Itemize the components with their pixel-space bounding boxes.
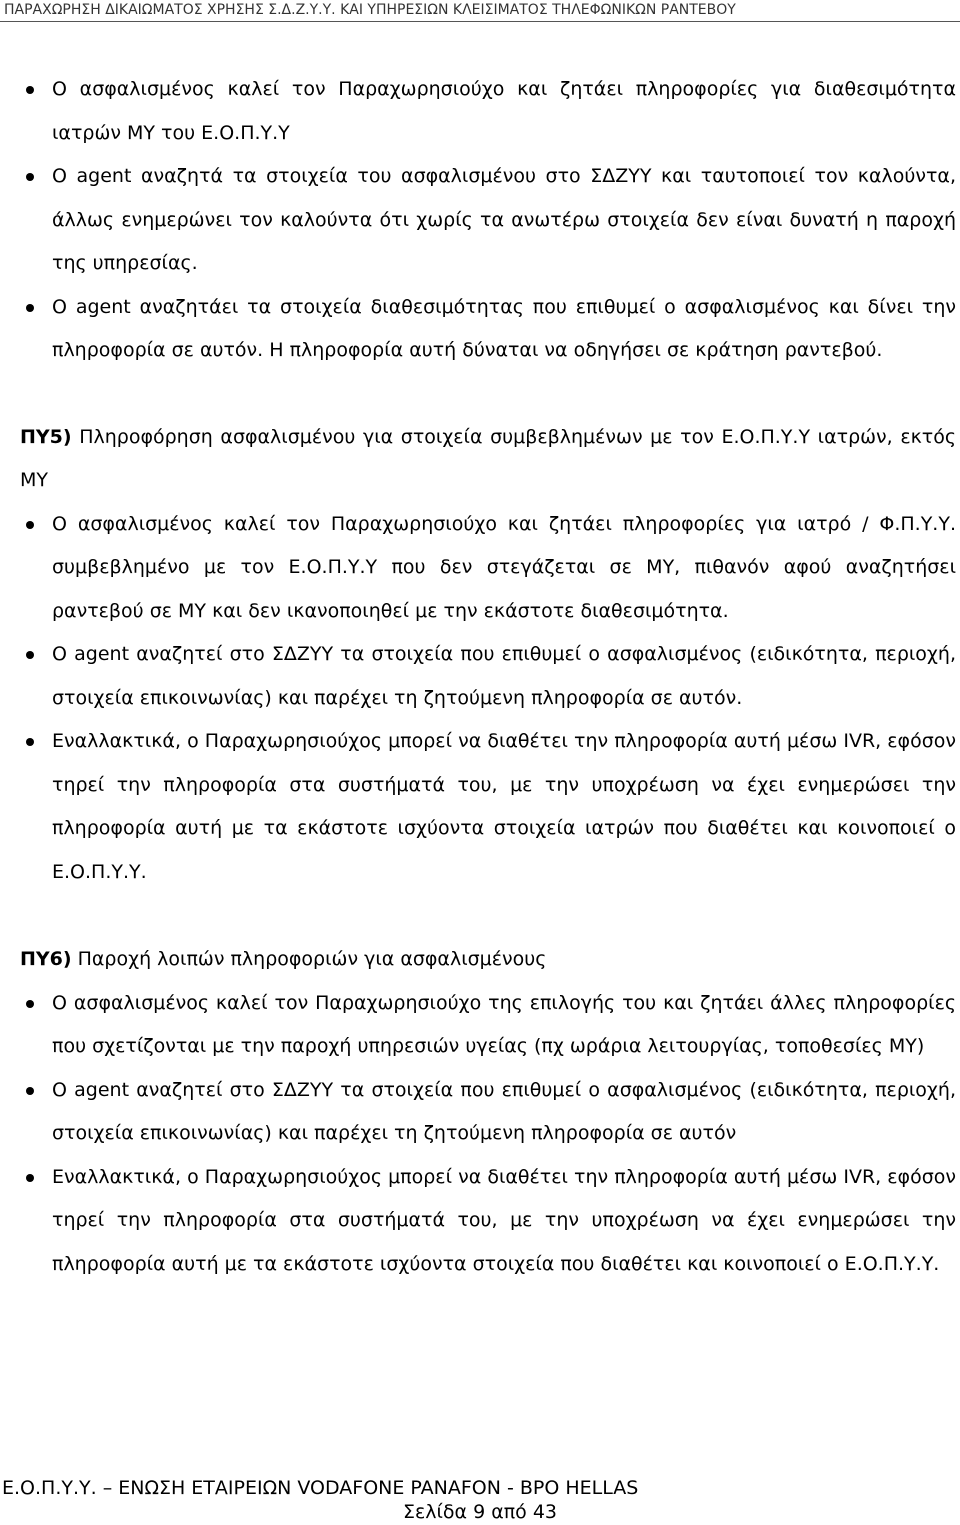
list-item: Εναλλακτικά, ο Παραχωρησιούχος μπορεί να διαθέτει την πληροφορία αυτή μέσω IVR, εφόσον τηρεί την πληροφορία στα συστήματά του, με την υποχρέωση να έχει ενημερώσει την πληροφορία αυτή με τα εκάστοτε ισχύοντα στοιχεία που διαθέτει και κοινοποιεί ο Ε.Ο.Π.Υ.Υ. [20, 1156, 956, 1287]
section-code: ΠΥ5) [20, 425, 72, 448]
section-heading-py5 [20, 416, 956, 503]
header-title: ΠΑΡΑΧΩΡΗΣΗ ΔΙΚΑΙΩΜΑΤΟΣ ΧΡΗΣΗΣ Σ.Δ.Ζ.Υ.Υ. ΚΑΙ ΥΠΗΡΕΣΙΩΝ ΚΛΕΙΣΙΜΑΤΟΣ ΤΗΛΕΦΩΝΙΚΩΝ ΡΑΝΤΕΒΟΥ [4, 2, 736, 18]
list-item: Ο agent αναζητάει τα στοιχεία διαθεσιμότητας που επιθυμεί ο ασφαλισμένος και δίνει την πληροφορία σε αυτόν. Η πληροφορία αυτή δύναται να οδηγήσει σε κράτηση ραντεβού. [20, 286, 956, 373]
section-title: Πληροφόρηση ασφαλισμένου για στοιχεία συμβεβλημένων με τον Ε.Ο.Π.Υ.Υ ιατρών, εκτός ΜΥ [20, 425, 956, 491]
spacer [20, 373, 956, 416]
list-item: Ο agent αναζητεί στο ΣΔΖΥΥ τα στοιχεία που επιθυμεί ο ασφαλισμένος (ειδικότητα, περιοχή, στοιχεία επικοινωνίας) και παρέχει τη ζητούμενη πληροφορία σε αυτόν [20, 1069, 956, 1156]
section-heading-py6 [20, 938, 956, 982]
list-item: Ο ασφαλισμένος καλεί τον Παραχωρησιούχο και ζητάει πληροφορίες για ιατρό / Φ.Π.Υ.Υ. συμβεβλημένο με τον Ε.Ο.Π.Υ.Υ που δεν στεγάζεται σε ΜΥ, πιθανόν αφού αναζητήσει ραντεβού σε ΜΥ και δεν ικανοποιηθεί με την εκάστοτε διαθεσιμότητα. [20, 503, 956, 634]
bullet-icon [26, 86, 34, 94]
section-code: ΠΥ6) [20, 948, 72, 970]
bullet-icon [26, 651, 34, 659]
spacer [20, 894, 956, 938]
bullet-icon [26, 304, 34, 312]
list-item: Ο agent αναζητά τα στοιχεία του ασφαλισμένου στο ΣΔΖΥΥ και ταυτοποιεί τον καλούντα, άλλως ενημερώνει τον καλούντα ότι χωρίς τα ανωτέρω στοιχεία δεν είναι δυνατή η παροχή της υπηρεσίας. [20, 155, 956, 286]
bullet-list-py6 [20, 982, 956, 1287]
section-title: Παροχή λοιπών πληροφοριών για ασφαλισμένους [71, 948, 547, 970]
list-item: Ο ασφαλισμένος καλεί τον Παραχωρησιούχο της επιλογής του και ζητάει άλλες πληροφορίες που σχετίζονται με την παροχή υπηρεσιών υγείας (πχ ωράρια λειτουργίας, τοποθεσίες ΜΥ) [20, 982, 956, 1069]
bullet-icon [26, 521, 34, 529]
page-number: Σελίδα 9 από 43 [402, 1501, 558, 1523]
bullet-icon [26, 1000, 34, 1008]
list-item: Ο agent αναζητεί στο ΣΔΖΥΥ τα στοιχεία που επιθυμεί ο ασφαλισμένος (ειδικότητα, περιοχή, στοιχεία επικοινωνίας) και παρέχει τη ζητούμενη πληροφορία σε αυτόν. [20, 633, 956, 720]
document-body [20, 68, 956, 1286]
bullet-list-availability [20, 68, 956, 373]
list-item: Ο ασφαλισμένος καλεί τον Παραχωρησιούχο και ζητάει πληροφορίες για διαθεσιμότητα ιατρών ΜΥ του Ε.Ο.Π.Υ.Υ [20, 68, 956, 155]
list-item: Εναλλακτικά, ο Παραχωρησιούχος μπορεί να διαθέτει την πληροφορία αυτή μέσω IVR, εφόσον τηρεί την πληροφορία στα συστήματά του, με την υποχρέωση να έχει ενημερώσει την πληροφορία αυτή με τα εκάστοτε ισχύοντα στοιχεία ιατρών που διαθέτει και κοινοποιεί ο Ε.Ο.Π.Υ.Υ. [20, 720, 956, 894]
bullet-list-py5 [20, 503, 956, 895]
running-header [0, 0, 960, 22]
footer-text: Ε.Ο.Π.Υ.Υ. – ΕΝΩΣΗ ΕΤΑΙΡΕΙΩΝ VODAFONE PANAFON - BPO HELLAS [2, 1477, 639, 1499]
bullet-icon [26, 173, 34, 181]
bullet-icon [26, 738, 34, 746]
bullet-icon [26, 1087, 34, 1095]
bullet-icon [26, 1174, 34, 1182]
